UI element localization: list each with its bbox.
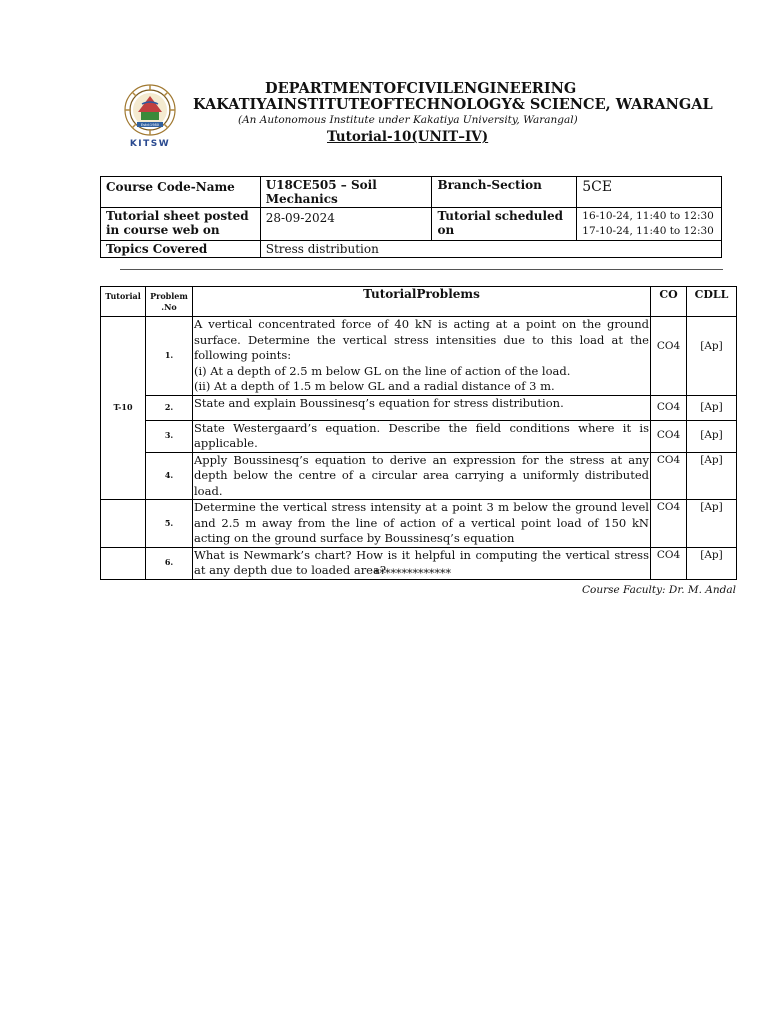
tutorial-empty-cell	[101, 500, 146, 548]
problem-cdll: [Ap]	[687, 395, 737, 420]
department-title: DEPARTMENTOFCIVILENGINEERING	[265, 80, 577, 97]
problem-text	[193, 500, 651, 548]
header-tutorial: Tutorial	[101, 287, 146, 317]
problem-number: 2.	[146, 395, 193, 420]
tutorial-title: Tutorial-10(UNIT–IV)	[327, 129, 489, 145]
course-info-table	[100, 176, 722, 258]
branch-label: Branch-Section	[432, 177, 577, 208]
course-faculty: Course Faculty: Dr. M. Andal	[581, 584, 736, 596]
problem-line: A vertical concentrated force of 40 kN is acting at a point on the ground surface. Determine the vertical stress intensities due to this load at the following points:	[194, 317, 649, 362]
course-label: Course Code-Name	[101, 177, 261, 208]
problem-line: State and explain Boussinesq’s equation for stress distribution.	[194, 395, 564, 410]
posted-value: 28-09-2024	[260, 208, 432, 241]
problem-number: 3.	[146, 420, 193, 452]
header-cdll: CDLL	[687, 287, 737, 317]
problem-cdll: [Ap]	[687, 500, 737, 548]
logo-text: KITSW	[129, 139, 171, 149]
posted-label: Tutorial sheet posted in course web on	[101, 208, 261, 241]
problem-number: 1.	[146, 317, 193, 396]
problem-co: CO4	[651, 317, 687, 396]
branch-value: 5CE	[577, 177, 722, 208]
problem-text	[193, 452, 651, 500]
problem-line: (i) At a depth of 2.5 m below GL on the line of action of the load.	[194, 363, 571, 378]
problem-number: 5.	[146, 500, 193, 548]
scheduled-date-1: 16-10-24, 11:40 to 12:30	[582, 210, 714, 222]
tutorial-empty-cell	[101, 547, 146, 579]
scheduled-date-2: 17-10-24, 11:40 to 12:30	[582, 225, 714, 237]
separator-stars: **************	[374, 567, 451, 580]
separator-line	[120, 269, 723, 270]
logo-est-text: Estd:1980	[140, 123, 160, 128]
problem-number: 6.	[146, 547, 193, 579]
problem-cdll: [Ap]	[687, 452, 737, 500]
header-co: CO	[651, 287, 687, 317]
problem-line: What is Newmark’s chart? How is it helpful in computing the vertical stress at any depth due to loaded area?	[194, 547, 649, 577]
problem-line: State Westergaard’s equation. Describe the field conditions where it is applicable.	[194, 420, 649, 450]
table-row	[101, 395, 737, 420]
problem-co: CO4	[651, 420, 687, 452]
topics-value: Stress distribution	[260, 241, 721, 258]
problem-co: CO4	[651, 547, 687, 579]
table-row	[101, 317, 737, 396]
scheduled-value	[577, 208, 722, 241]
scheduled-label: Tutorial scheduled on	[432, 208, 577, 241]
problem-cdll: [Ap]	[687, 317, 737, 396]
topics-label: Topics Covered	[101, 241, 261, 258]
institute-title: KAKATIYAINSTITUTEOFTECHNOLOGY& SCIENCE, WARANGAL	[193, 96, 713, 113]
header-problems: TutorialProblems	[193, 287, 651, 317]
problem-text	[193, 420, 651, 452]
problem-text	[193, 395, 651, 420]
header-row	[101, 287, 737, 317]
problem-cdll: [Ap]	[687, 420, 737, 452]
header-problem-no: Problem .No	[146, 287, 193, 317]
course-value: U18CE505 – Soil Mechanics	[260, 177, 432, 208]
tutorial-problems-table	[100, 286, 737, 580]
problem-cdll: [Ap]	[687, 547, 737, 579]
kitsw-logo	[120, 82, 180, 150]
table-row	[101, 500, 737, 548]
problem-co: CO4	[651, 500, 687, 548]
tutorial-id: T-10	[101, 317, 146, 500]
table-row	[101, 420, 737, 452]
table-row	[101, 452, 737, 500]
problem-line: Apply Boussinesq’s equation to derive an expression for the stress at any depth below the centre of a circular area carrying a uniformly distributed load.	[194, 452, 649, 498]
autonomous-subtitle: (An Autonomous Institute under Kakatiya University, Warangal)	[238, 114, 578, 126]
problem-co: CO4	[651, 395, 687, 420]
problem-text	[193, 317, 651, 396]
problem-line: (ii) At a depth of 1.5 m below GL and a radial distance of 3 m.	[194, 379, 555, 393]
problem-co: CO4	[651, 452, 687, 500]
problem-number: 4.	[146, 452, 193, 500]
problem-line: Determine the vertical stress intensity at a point 3 m below the ground level and 2.5 m away from the line of action of a vertical point load of 150 kN acting on the ground surface by Boussinesq’s equation	[194, 500, 649, 545]
